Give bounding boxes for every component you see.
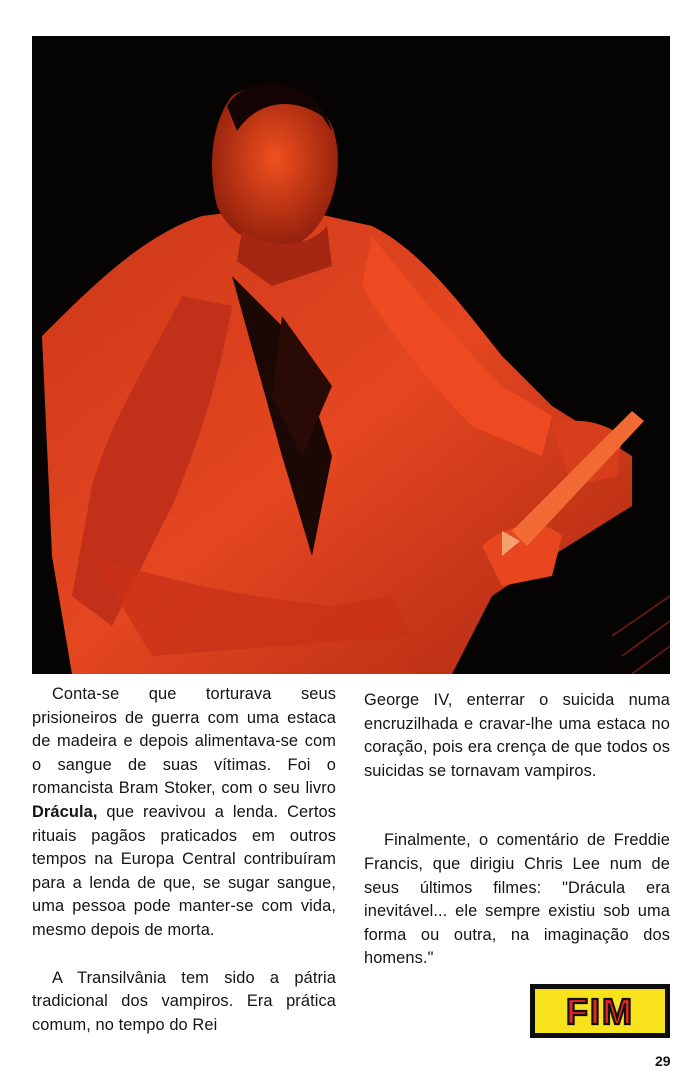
fim-logo xyxy=(541,992,659,1030)
left-text-column xyxy=(32,683,336,1037)
page-number: 29 xyxy=(655,1053,671,1069)
dracula-photo xyxy=(32,36,670,674)
paragraph-george-iv: George IV, enterrar o suicida numa encruzilhada e cravar-lhe uma estaca no coração, pois era crença de que todos os suicidas se tornavam vampiros. xyxy=(364,691,670,780)
paragraph-transilvania: A Transilvânia tem sido a pátria tradicional dos vampiros. Era prática comum, no tempo do Rei xyxy=(32,968,336,1034)
fim-end-badge xyxy=(530,984,670,1038)
paragraph-history: Conta-se que torturava seus prisioneiros de guerra com uma estaca de madeira e depois alimentava-se com o sangue de suas vítimas. Foi o romancista Bram Stoker, com o seu livro Drácula, que reavivou a lenda. Certos rituais pagãos praticados em outros tempos na Europa Central contribuíram para a lenda de que, se sugar sangue, uma pessoa pode manter-se com vida, mesmo depois de morta. xyxy=(32,685,336,939)
photo-illustration xyxy=(32,36,670,674)
svg-text:FIM: FIM xyxy=(566,992,634,1030)
right-text-column xyxy=(364,689,670,971)
paragraph-freddie-francis: Finalmente, o comentário de Freddie Francis, que dirigiu Chris Lee num de seus últimos filmes: "Drácula era inevitável... ele sempre existiu sob uma forma ou outra, na imaginação dos homens." xyxy=(364,831,670,968)
book-title-dracula: Drácula, xyxy=(32,802,98,821)
